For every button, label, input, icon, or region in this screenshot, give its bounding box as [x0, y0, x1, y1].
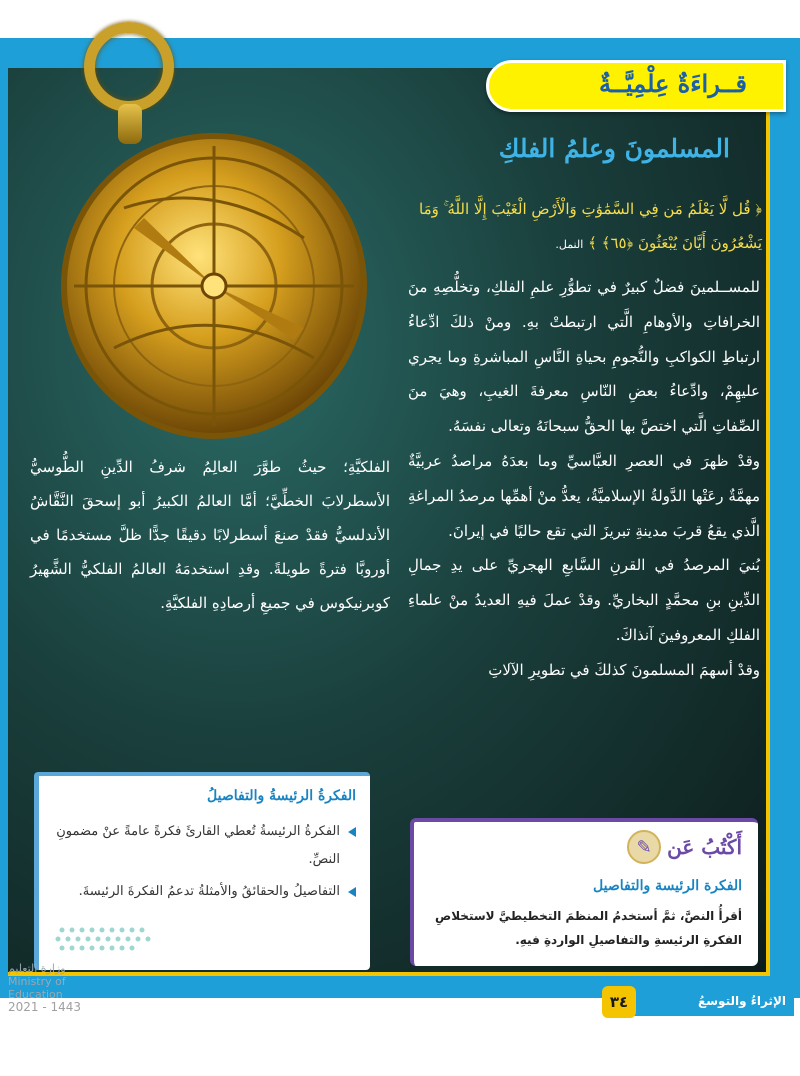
paragraph: بُنيَ المرصدُ في القرنِ السَّابعِ الهجريِّ على يدِ جمالِ الدِّينِ بنِ محمَّدٍ البخاريِّ. وقدْ عملَ فيهِ العديدُ منْ علماءِ الفلكِ المعروفينَ آنذاكَ. [408, 556, 760, 644]
page-title: المسلمونَ وعلمُ الفلكِ [498, 134, 730, 163]
footer-label: الإثراءُ والتوسعُ [698, 994, 786, 1008]
note-heading: الفكرةُ الرئيسةُ والتفاصيلُ [207, 788, 356, 804]
ministry-logo-icon [54, 924, 154, 954]
write-title: أَكْتُبُ عَن [667, 835, 742, 859]
logo-english: Ministry of Education [8, 975, 66, 1001]
quran-verse [408, 192, 762, 262]
write-subtitle: الفكرة الرئيسة والتفاصيل [593, 878, 742, 894]
paragraph: وقدْ ظهرَ في العصرِ العبَّاسيِّ وما بعدَهُ مراصدُ عربيَّةٌ مهمَّةٌ رعَتْها الدَّولةُ الإسلاميَّةُ، يعدُّ منْ أهمِّها مرصدُ المراغةِ الَّذي يقعُ قربَ مدينةِ تبريزَ التي تقع حاليًا في إيرانَ. [408, 451, 760, 540]
ministry-logo-text [8, 962, 118, 1001]
pencil-icon: ✎ [627, 830, 661, 864]
verse-source: النمل. [555, 238, 584, 251]
verse-text: ﴿ قُل لَّا يَعْلَمُ مَن فِي السَّمَٰوَٰتِ وَالْأَرْضِ الْغَيْبَ إِلَّا اللَّهُ ۚ وَمَا يَشْعُرُونَ أَيَّانَ يُبْعَثُونَ ﴿٦٥﴾ ﴾ [419, 200, 762, 252]
write-instructions: أقرأُ النصَّ، ثمَّ أستخدمُ المنظمَ التخطيطيَّ لاستخلاصِ الفكرةِ الرئيسةِ والتفاصيلِ الواردةِ فيهِ. [435, 909, 742, 947]
banner-label: قــراءَةٌ عِلْمِيَّــةٌ [599, 69, 747, 98]
article-body-right [408, 270, 760, 688]
paragraph: للمســلمينَ فضلٌ كبيرٌ في تطوُّرِ علمِ الفلكِ، وتخلُّصِهِ منَ الخرافاتِ والأوهامِ الَّتي ارتبطتْ بهِ. ومنْ ذلكَ ادِّعاءُ ارتباطِ الكواكبِ والنُّجومِ بحياةِ النَّاسِ المباشرةِ وما يجري عليهِمْ، وادِّعاءُ بعضِ النّاسِ معرفةَ الغيبِ، وهيَ منَ الصِّفاتِ الَّتي اختصَّ بها الحقُّ سبحانَهُ وتعالى نفسَهُ. [408, 278, 760, 436]
article-body-left: الفلكيَّةِ؛ حيثُ طوَّرَ العالِمُ شرفُ الدِّينِ الطُّوسيُّ الأسطرلابَ الخطِّيَّ؛ أمَّا العالمُ الكبيرُ أبو إسحقَ النَّقَّاشُ الأندلسيُّ فقدْ صنعَ أسطرلابًا دقيقًا جدًّا ظلَّ مستخدمًا في أوروبَّا فترةً طويلةً. وقدِ استخدمَهُ العالمُ الفلكيُّ الشَّهيرُ كوبرنيكوس في جميعِ أرصادِهِ الفلكيَّةِ. [30, 458, 390, 612]
list-item: الفكرةُ الرئيسةُ تُعطي القارئَ فكرةً عامةً عنْ مضمونِ النصِّ. [56, 818, 356, 874]
logo-arabic: وزارة التعليم [8, 962, 66, 975]
astrolabe-ring [84, 22, 174, 112]
paragraph: وقدْ أسهمَ المسلمونَ كذلكَ في تطويرِ الآلاتِ [488, 660, 760, 679]
section-banner [486, 60, 786, 112]
page-number: ٣٤ [602, 986, 636, 1018]
triangle-bullet-icon [348, 887, 356, 897]
write-header [627, 830, 742, 864]
triangle-bullet-icon [348, 827, 356, 837]
edition-year: 2021 - 1443 [8, 1000, 82, 1014]
note-list [56, 818, 356, 910]
astrolabe-image [14, 118, 404, 454]
write-about-box [410, 818, 758, 966]
list-item: التفاصيلُ والحقائقُ والأمثلةُ تدعمُ الفكرةَ الرئيسةَ. [56, 878, 356, 906]
